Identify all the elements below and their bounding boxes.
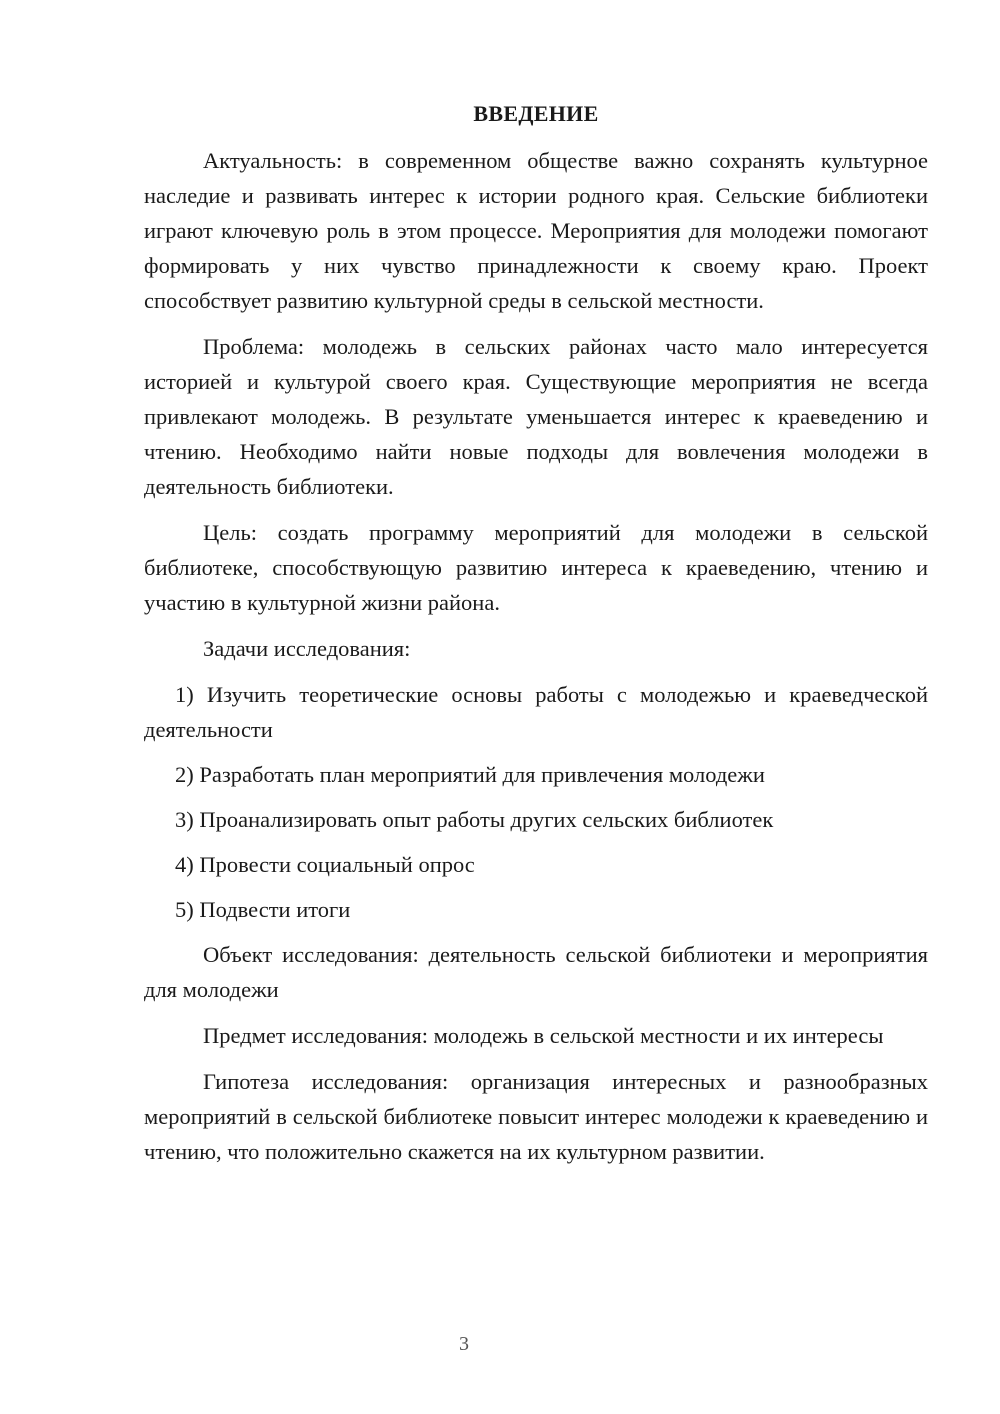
task-item-4: 4) Провести социальный опрос [175, 852, 475, 877]
paragraph-object: Объект исследования: деятельность сельской библиотеки и мероприятия для молодежи [144, 942, 928, 1002]
task-item-5: 5) Подвести итоги [175, 897, 351, 922]
paragraph-subject: Предмет исследования: молодежь в сельской местности и их интересы [203, 1023, 884, 1048]
page-number: 3 [459, 1333, 469, 1355]
tasks-heading: Задачи исследования: [203, 636, 411, 661]
task-item-3: 3) Проанализировать опыт работы других сельских библиотек [175, 807, 774, 832]
task-item-1: 1) Изучить теоретические основы работы с молодежью и краеведческой деятельности [144, 682, 928, 742]
paragraph-relevance: Актуальность: в современном обществе важно сохранять культурное наследие и развивать интерес к истории родного края. Сельские библиотеки играют ключевую роль в этом процессе. Мероприятия для молодежи помогают формировать у них чувство принадлежности к своему краю. Проект способствует развитию культурной среды в сельской местности. [144, 148, 928, 313]
paragraph-hypothesis: Гипотеза исследования: организация интересных и разнообразных мероприятий в сельской библиотеке повысит интерес молодежи к краеведению и чтению, что положительно скажется на их культурном развитии. [144, 1069, 928, 1164]
paragraph-goal: Цель: создать программу мероприятий для молодежи в сельской библиотеке, способствующую развитию интереса к краеведению, чтению и участию в культурной жизни района. [144, 520, 928, 615]
task-item-2: 2) Разработать план мероприятий для привлечения молодежи [175, 762, 765, 787]
page-content [144, 96, 928, 1180]
paragraph-problem: Проблема: молодежь в сельских районах часто мало интересуется историей и культурой своего края. Существующие мероприятия не всегда привлекают молодежь. В результате уменьшается интерес к краеведению и чтению. Необходимо найти новые подходы для вовлечения молодежи в деятельность библиотеки. [144, 334, 928, 499]
page-title: ВВЕДЕНИЕ [473, 101, 599, 126]
